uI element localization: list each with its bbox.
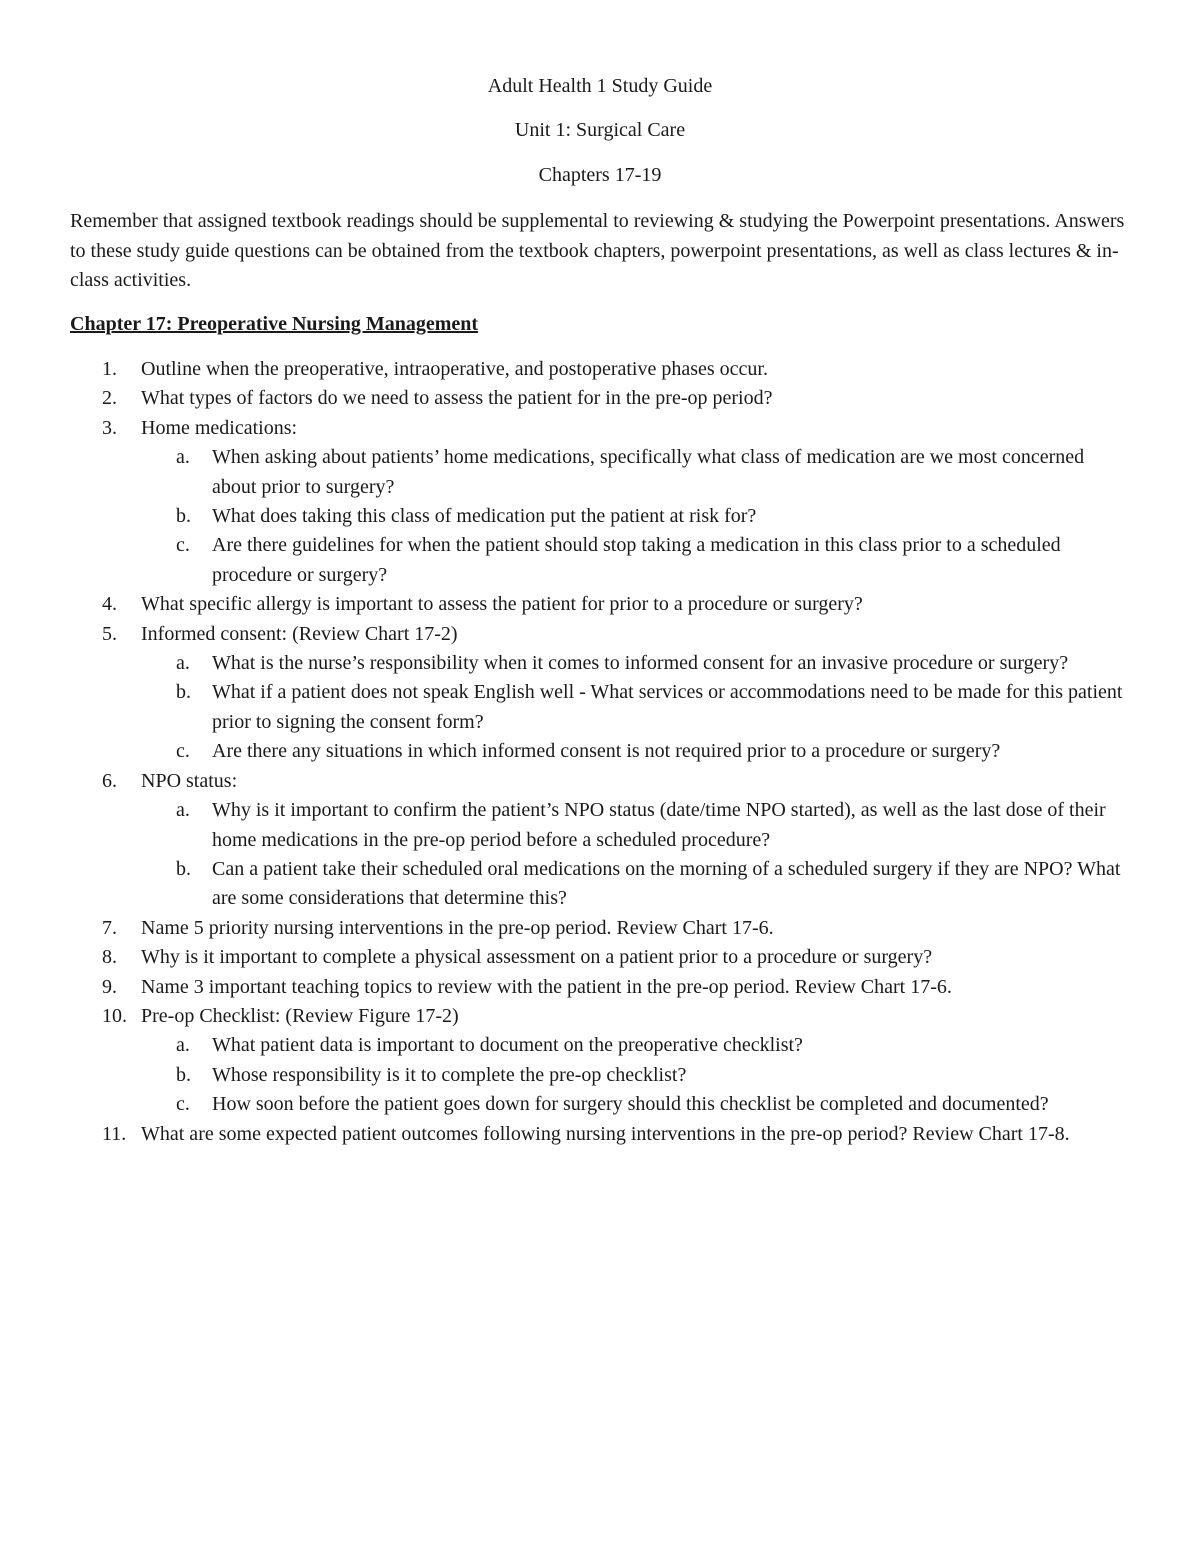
sub-question-letter: b. xyxy=(176,505,191,528)
question-number: 3. xyxy=(102,416,117,439)
sub-question-item xyxy=(0,502,1200,531)
question-number: 6. xyxy=(102,769,117,792)
sub-question-letter: b. xyxy=(176,857,191,880)
question-number: 11. xyxy=(102,1122,127,1145)
question-number: 8. xyxy=(102,946,117,969)
sub-question-item xyxy=(0,443,1200,502)
sub-question-text: Can a patient take their scheduled oral medications on the morning of a scheduled surgery if they are NPO? What are some considerations that determine this? xyxy=(212,857,1121,910)
sub-question-item xyxy=(0,678,1200,737)
question-item xyxy=(0,767,1200,796)
question-item xyxy=(0,914,1200,943)
question-number: 4. xyxy=(102,593,117,616)
question-text: Name 5 priority nursing interventions in the pre-op period. Review Chart 17-6. xyxy=(141,916,774,939)
question-item xyxy=(0,973,1200,1002)
question-number: 1. xyxy=(102,358,117,380)
question-number: 10. xyxy=(102,1004,127,1027)
unit-title: Unit 1: Surgical Care xyxy=(514,119,686,141)
question-number: 5. xyxy=(102,622,117,645)
question-text: What types of factors do we need to assess the patient for in the pre-op period? xyxy=(141,387,773,410)
sub-question-letter: b. xyxy=(176,1063,191,1086)
sub-question-item xyxy=(0,1031,1200,1060)
sub-question-item xyxy=(0,649,1200,678)
sub-question-item xyxy=(0,1061,1200,1090)
question-text: Outline when the preoperative, intraoperative, and postoperative phases occur. xyxy=(141,358,768,380)
sub-question-letter: c. xyxy=(176,740,190,763)
sub-question-letter: a. xyxy=(176,652,190,675)
sub-question-text: How soon before the patient goes down for surgery should this checklist be completed and documented? xyxy=(212,1093,1049,1116)
sub-question-text: Are there guidelines for when the patient should stop taking a medication in this class prior to a scheduled procedure or surgery? xyxy=(212,534,1061,586)
question-text: What are some expected patient outcomes following nursing interventions in the pre-op period? Review Chart 17-8. xyxy=(141,1122,1070,1145)
sub-question-text: Whose responsibility is it to complete the pre-op checklist? xyxy=(212,1063,687,1086)
sub-question-item xyxy=(0,531,1200,590)
question-item xyxy=(0,414,1200,443)
sub-question-text: What if a patient does not speak English well - What services or accommodations need to be made for this patient prior to signing the consent form? xyxy=(212,681,1123,733)
sub-question-text: When asking about patients’ home medications, specifically what class of medication are we most concerned about prior to surgery? xyxy=(212,446,1085,498)
sub-question-letter: c. xyxy=(176,534,190,557)
sub-question-text: What patient data is important to document on the preoperative checklist? xyxy=(212,1034,803,1057)
question-number: 2. xyxy=(102,387,117,410)
question-text: What specific allergy is important to assess the patient for prior to a procedure or surgery? xyxy=(141,593,863,616)
question-text: Home medications: xyxy=(141,416,298,439)
question-number: 7. xyxy=(102,916,117,939)
question-item xyxy=(0,1002,1200,1031)
question-text: Name 3 important teaching topics to review with the patient in the pre-op period. Review Chart 17-6. xyxy=(141,975,952,998)
sub-question-text: Are there any situations in which informed consent is not required prior to a procedure or surgery? xyxy=(212,740,1001,763)
sub-question-text: What does taking this class of medication put the patient at risk for? xyxy=(212,505,757,528)
sub-question-letter: b. xyxy=(176,681,191,704)
question-list xyxy=(0,355,1200,1149)
question-text: NPO status: xyxy=(141,769,238,792)
sub-question-item xyxy=(0,796,1200,855)
sub-question-item xyxy=(0,737,1200,766)
sub-question-letter: a. xyxy=(176,1034,190,1057)
sub-question-text: Why is it important to confirm the patient’s NPO status (date/time NPO started), as well as the last dose of their home medications in the pre-op period before a scheduled procedure? xyxy=(212,799,1106,851)
question-text: Informed consent: (Review Chart 17-2) xyxy=(141,622,458,645)
question-text: Pre-op Checklist: (Review Figure 17-2) xyxy=(141,1004,459,1027)
question-item xyxy=(0,384,1200,413)
sub-question-letter: c. xyxy=(176,1093,190,1116)
sub-question-letter: a. xyxy=(176,446,190,469)
sub-question-letter: a. xyxy=(176,799,190,822)
question-number: 9. xyxy=(102,975,117,998)
question-item xyxy=(0,620,1200,649)
question-item xyxy=(0,943,1200,972)
chapters-label: Chapters 17-19 xyxy=(538,164,662,186)
sub-question-item xyxy=(0,855,1200,914)
section-heading: Chapter 17: Preoperative Nursing Management xyxy=(70,313,479,335)
sub-question-item xyxy=(0,1090,1200,1119)
sub-question-text: What is the nurse’s responsibility when it comes to informed consent for an invasive procedure or surgery? xyxy=(212,652,1069,675)
question-item xyxy=(0,355,1200,384)
question-text: Why is it important to complete a physical assessment on a patient prior to a procedure or surgery? xyxy=(141,946,933,969)
intro-paragraph: Remember that assigned textbook readings should be supplemental to reviewing & studying the Powerpoint presentations. Answers to these study guide questions can be obtained from the textbook chapters, powerpoint presentations, as well as class lectures & in-class activities. xyxy=(70,210,1125,291)
question-item xyxy=(0,1120,1200,1149)
document-title: Adult Health 1 Study Guide xyxy=(487,75,713,97)
question-item xyxy=(0,590,1200,619)
